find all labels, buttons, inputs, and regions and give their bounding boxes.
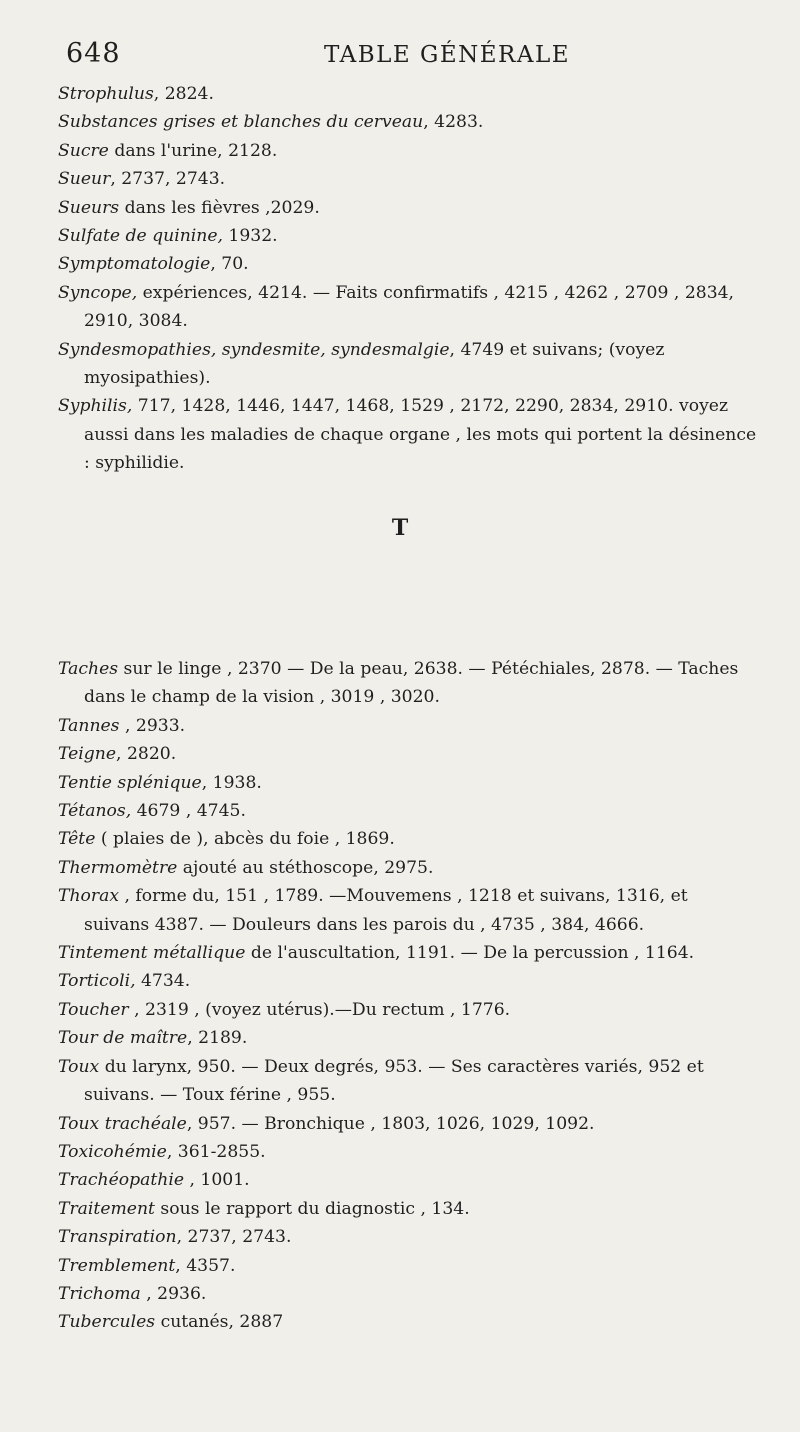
index-entry [58, 1024, 758, 1052]
index-entry [58, 854, 758, 882]
entry-term: Sucre [58, 140, 109, 161]
entry-text: , 2189. [187, 1028, 248, 1049]
entry-text: cutanés, 2887 [155, 1312, 284, 1333]
entry-text: sur le linge , 2370 — De la peau, 2638. — Pétéchiales, 2878. — Taches dans le champ de la vision , 3019 , 3020. [84, 659, 739, 708]
entry-text: du larynx, 950. — Deux degrés, 953. — Ses caractères variés, 952 et suivans. — Toux férine , 955. [84, 1056, 704, 1106]
entry-text: dans les fièvres ,2029. [119, 197, 320, 218]
index-entry [58, 712, 758, 740]
entry-term: Transpiration [58, 1227, 177, 1248]
entry-term: Tentie splénique [58, 772, 202, 793]
entry-term: Toux trachéale [58, 1113, 187, 1134]
index-entry [58, 967, 758, 995]
entry-term: Sueur [58, 169, 111, 190]
index-entry [58, 996, 758, 1024]
entry-text: , 2820. [116, 744, 177, 765]
entry-text: , 1001. [184, 1170, 250, 1191]
index-entry [58, 194, 758, 222]
entry-term: Syphilis, [58, 396, 133, 417]
entry-text: de l'auscultation, 1191. — De la percussion , 1164. [245, 943, 695, 964]
index-entry [58, 1195, 758, 1223]
entry-term: Teigne [58, 744, 117, 765]
running-title: TABLE GÉNÉRALE [324, 42, 571, 68]
entry-text: dans l'urine, 2128. [108, 140, 278, 161]
entry-text: , 361-2855. [166, 1141, 266, 1162]
entry-text: , 2936. [140, 1283, 207, 1304]
index-entry [58, 250, 758, 278]
index-entry [58, 797, 758, 825]
entry-term: Sulfate de quinine, [58, 226, 223, 247]
entry-text: , 957. — Bronchique , 1803, 1026, 1029, 1092. [186, 1113, 595, 1134]
index-entry [58, 825, 758, 853]
entry-term: Tremblement [58, 1255, 176, 1276]
entry-term: Tubercules [58, 1312, 156, 1333]
entry-term: Tête [58, 829, 96, 850]
entry-text: , 2737, 2743. [176, 1227, 292, 1248]
entry-text: 1932. [222, 226, 278, 247]
index-entry [58, 655, 758, 712]
entry-term: Taches [58, 659, 119, 679]
entry-term: Syndesmopathies, syndesmite, syndesmalgie [58, 339, 450, 360]
entry-text: 4679 , 4745. [131, 801, 246, 822]
page-header [66, 38, 720, 78]
entry-term: Substances grises et blanches du cerveau [58, 112, 424, 133]
index-entries-t [58, 655, 758, 1337]
entry-text: , 1938. [201, 772, 262, 793]
index-entry [58, 222, 758, 250]
entry-text: , 2824. [153, 84, 214, 104]
index-entry [58, 392, 758, 477]
entry-text: , 4357. [175, 1255, 236, 1276]
entry-term: Thermomètre [58, 857, 178, 878]
entry-text: expériences, 4214. — Faits confirmatifs , 4215 , 4262 , 2709 , 2834, 2910, 3084. [84, 282, 735, 332]
page-number: 648 [66, 38, 121, 69]
index-entry [58, 1166, 758, 1194]
section-letter: T [391, 515, 409, 541]
entry-term: Sueurs [58, 197, 120, 218]
index-entry [58, 939, 758, 967]
index-entry [58, 740, 758, 768]
entry-text: 4734. [135, 971, 191, 992]
index-entry [58, 137, 758, 165]
index-entry [58, 279, 758, 336]
entry-text: , forme du, 151 , 1789. —Mouvemens , 1218 et suivans, 1316, et suivans 4387. — Douleurs dans les parois du , 4735 , 384, 4666. [84, 886, 688, 935]
entry-text: ( plaies de ), abcès du foie , 1869. [95, 829, 395, 850]
index-entry [58, 1280, 758, 1308]
entry-term: Tour de maître [58, 1028, 188, 1049]
entry-text: , 2737, 2743. [110, 169, 226, 190]
index-entry [58, 1308, 758, 1336]
index-entry [58, 769, 758, 797]
index-entry [58, 1252, 758, 1280]
index-entry [58, 80, 758, 108]
entry-term: Syncope, [58, 282, 138, 303]
entry-text: , 4283. [423, 112, 484, 133]
entry-term: Tétanos, [58, 801, 132, 822]
entry-text: sous le rapport du diagnostic , 134. [154, 1198, 470, 1219]
entry-term: Trichoma [58, 1283, 141, 1304]
entry-term: Symptomatologie [58, 254, 211, 275]
index-entry [58, 336, 758, 393]
entry-term: Strophulus [58, 84, 154, 104]
entry-term: Tannes [58, 715, 120, 736]
entry-text: 717, 1428, 1446, 1447, 1468, 1529 , 2172, 2290, 2834, 2910. voyez aussi dans les maladies de chaque organe , les mots qui portent la désinence : syphilidie. [84, 396, 757, 474]
entry-term: Torticoli, [58, 971, 136, 992]
index-entry [58, 108, 758, 136]
index-entry [58, 882, 758, 939]
index-entry [58, 1223, 758, 1251]
entry-text: , 2933. [119, 715, 186, 736]
entry-term: Trachéopathie [58, 1170, 185, 1191]
entry-text: ajouté au stéthoscope, 2975. [177, 857, 434, 878]
entry-text: , 2319 , (voyez utérus).—Du rectum , 1776. [128, 999, 511, 1020]
entry-text: , 4749 et suivans; (voyez myosipathies). [84, 339, 665, 389]
entry-term: Toucher [58, 999, 129, 1020]
entry-term: Thorax [58, 886, 120, 907]
index-entry [58, 1110, 758, 1138]
index-entry [58, 1138, 758, 1166]
entry-term: Toux [58, 1056, 100, 1077]
index-entry [58, 165, 758, 193]
index-entry [58, 1053, 758, 1110]
entry-term: Tintement métallique [58, 943, 246, 964]
entry-text: , 70. [210, 254, 249, 275]
index-entries-s [58, 80, 758, 478]
entry-term: Toxicohémie [58, 1141, 167, 1162]
entry-term: Traitement [58, 1198, 155, 1219]
